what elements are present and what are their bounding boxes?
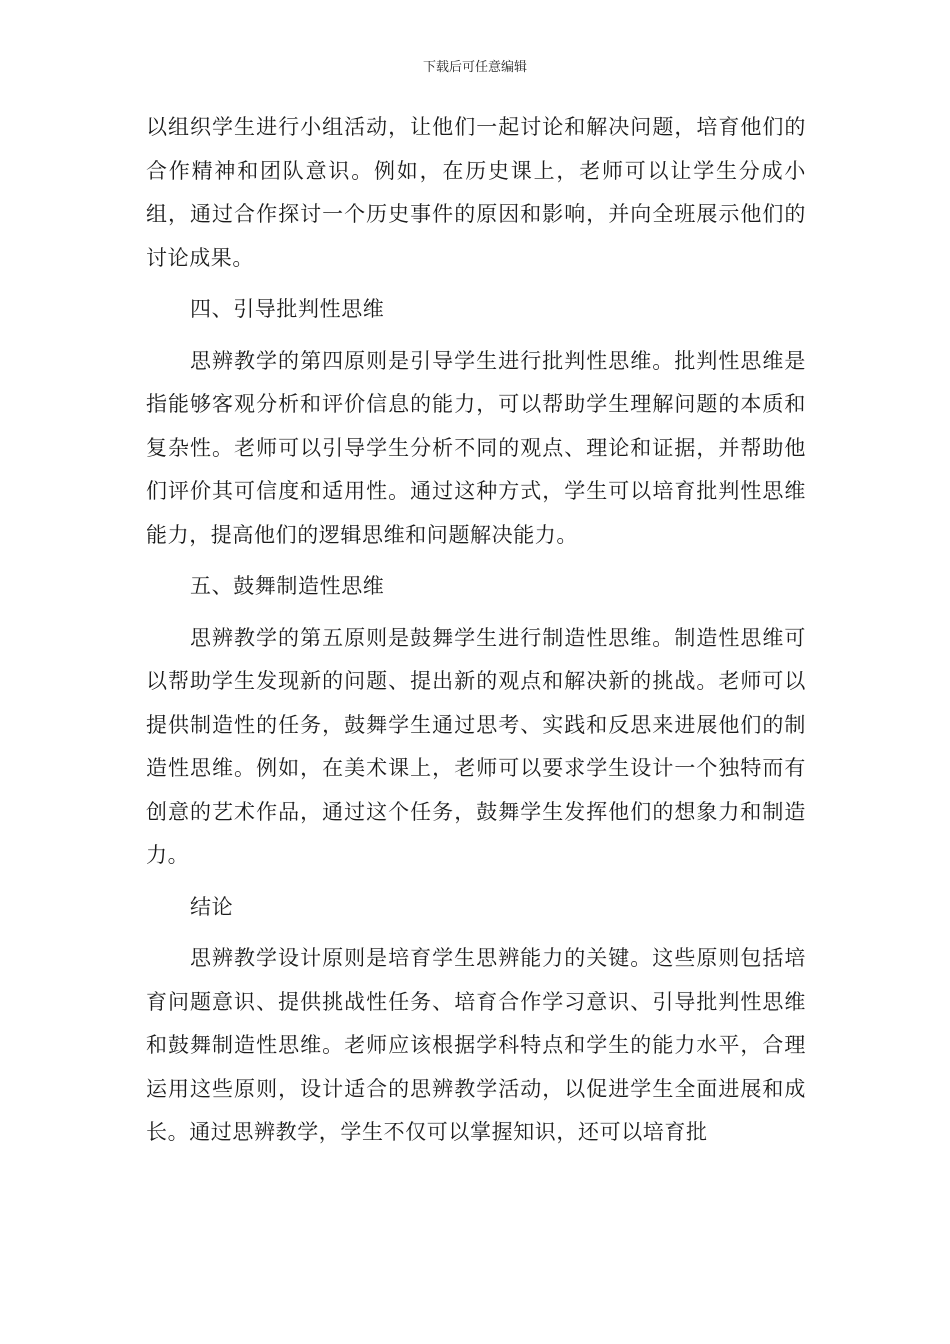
document-body bbox=[146, 106, 806, 1155]
page-header: 下载后可任意编辑 bbox=[422, 60, 527, 75]
paragraph-critical-thinking: 思辨教学的第四原则是引导学生进行批判性思维。批判性思维是指能够客观分析和评价信息的能力，可以帮助学生理解问题的本质和复杂性。老师可以引导学生分析不同的观点、理论和证据，并帮助他们评价其可信度和适用性。通过这种方式，学生可以培育批判性思维能力，提高他们的逻辑思维和问题解决能力。 bbox=[146, 348, 806, 547]
paragraph-continued: 以组织学生进行小组活动，让他们一起讨论和解决问题，培育他们的合作精神和团队意识。例如，在历史课上，老师可以让学生分成小组，通过合作探讨一个历史事件的原因和影响，并向全班展示他们的讨论成果。 bbox=[146, 115, 806, 270]
section-heading-4: 四、引导批判性思维 bbox=[190, 297, 385, 321]
section-heading-5: 五、鼓舞制造性思维 bbox=[190, 574, 385, 598]
section-heading-conclusion: 结论 bbox=[190, 894, 234, 919]
paragraph-conclusion: 思辨教学设计原则是培育学生思辨能力的关键。这些原则包括培育问题意识、提供挑战性任务、培育合作学习意识、引导批判性思维和鼓舞制造性思维。老师应该根据学科特点和学生的能力水平，合理运用这些原则，设计适合的思辨教学活动，以促进学生全面进展和成长。通过思辨教学，学生不仅可以掌握知识，还可以培育批 bbox=[146, 946, 806, 1144]
paragraph-creative-thinking: 思辨教学的第五原则是鼓舞学生进行制造性思维。制造性思维可以帮助学生发现新的问题、提出新的观点和解决新的挑战。老师可以提供制造性的任务，鼓舞学生通过思考、实践和反思来进展他们的制造性思维。例如，在美术课上，老师可以要求学生设计一个独特而有创意的艺术作品，通过这个任务，鼓舞学生发挥他们的想象力和制造力。 bbox=[146, 625, 806, 867]
